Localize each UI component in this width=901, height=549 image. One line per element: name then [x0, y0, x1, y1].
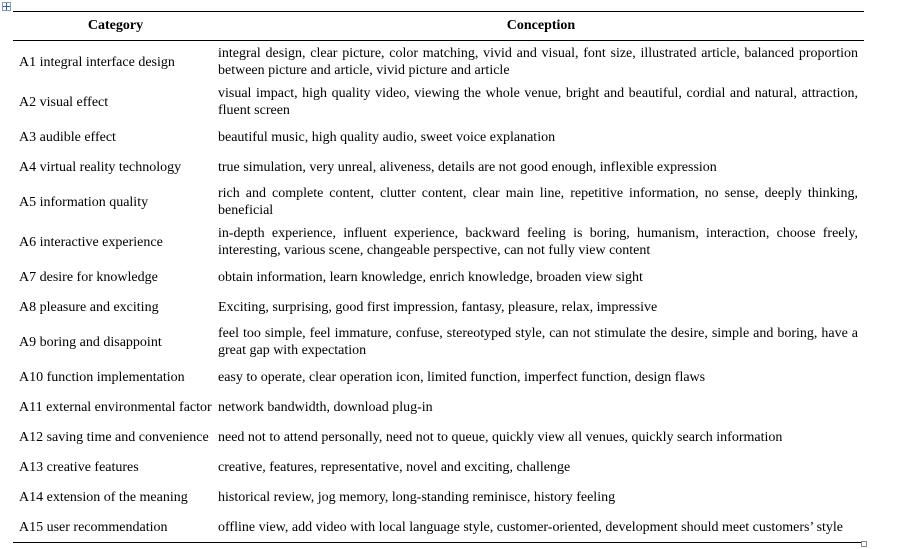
- category-cell: A1 integral interface design: [19, 54, 175, 70]
- conception-cell: integral design, clear picture, color matching, vivid and visual, font size, illustrated article, balanced proportion between picture and article, vivid picture and article: [218, 46, 858, 78]
- conception-cell: offline view, add video with local language style, customer-oriented, development should meet customers’ style: [218, 519, 844, 535]
- table-move-handle-icon[interactable]: [2, 2, 11, 11]
- table-row: [13, 422, 864, 452]
- conception-cell: creative, features, representative, novel and exciting, challenge: [218, 459, 571, 475]
- table-row: [13, 122, 864, 152]
- table-row: [13, 392, 864, 422]
- table-row: [13, 292, 864, 322]
- conception-cell: obtain information, learn knowledge, enrich knowledge, broaden view sight: [218, 269, 643, 285]
- category-cell: A2 visual effect: [19, 94, 109, 110]
- category-cell: A9 boring and disappoint: [19, 334, 162, 350]
- table-row: [13, 82, 864, 122]
- header-category: Category: [87, 18, 144, 33]
- conception-cell: beautiful music, high quality audio, sweet voice explanation: [218, 129, 556, 145]
- table-row: [13, 42, 864, 82]
- table-header-row: [13, 11, 864, 40]
- table-row: [13, 152, 864, 182]
- conception-cell: in-depth experience, influent experience, backward feeling is boring, humanism, interaction, choose freely, interesting, various scene, changeable perspective, can not fully view content: [218, 226, 858, 258]
- table-row: [13, 222, 864, 262]
- category-cell: A3 audible effect: [19, 129, 116, 145]
- conception-cell: need not to attend personally, need not to queue, quickly view all venues, quickly search information: [218, 429, 783, 445]
- table-row: [13, 452, 864, 482]
- conception-cell: true simulation, very unreal, aliveness, details are not good enough, inflexible expression: [218, 159, 717, 175]
- category-cell: A13 creative features: [19, 459, 139, 475]
- category-cell: A12 saving time and convenience: [19, 429, 209, 445]
- category-cell: A6 interactive experience: [19, 234, 163, 250]
- table-row: [13, 482, 864, 512]
- category-cell: A11 external environmental factor: [19, 399, 212, 415]
- table-body: [13, 42, 864, 542]
- table-resize-handle[interactable]: [861, 541, 867, 547]
- table-row: [13, 322, 864, 362]
- table-row: [13, 512, 864, 542]
- category-cell: A14 extension of the meaning: [19, 489, 188, 505]
- table-row: [13, 362, 864, 392]
- table-row: [13, 262, 864, 292]
- conception-cell: Exciting, surprising, good first impression, fantasy, pleasure, relax, impressive: [218, 299, 658, 315]
- header-conception: Conception: [506, 18, 576, 33]
- category-cell: A5 information quality: [19, 194, 149, 210]
- category-cell: A8 pleasure and exciting: [19, 299, 159, 315]
- table-header-rule: [13, 40, 864, 41]
- conception-cell: visual impact, high quality video, viewing the whole venue, bright and beautiful, cordial and natural, attraction, fluent screen: [218, 86, 858, 118]
- conception-cell: rich and complete content, clutter content, clear main line, repetitive information, no sense, deeply thinking, beneficial: [218, 186, 858, 218]
- conception-cell: network bandwidth, download plug-in: [218, 399, 433, 415]
- conception-cell: historical review, jog memory, long-standing reminisce, history feeling: [218, 489, 616, 505]
- category-cell: A15 user recommendation: [19, 519, 168, 535]
- category-cell: A10 function implementation: [19, 369, 185, 385]
- table-bottom-rule: [13, 542, 864, 543]
- conception-cell: easy to operate, clear operation icon, limited function, imperfect function, design flaws: [218, 369, 706, 385]
- category-cell: A4 virtual reality technology: [19, 159, 182, 175]
- category-cell: A7 desire for knowledge: [19, 269, 158, 285]
- conception-cell: feel too simple, feel immature, confuse, stereotyped style, can not stimulate the desire, simple and boring, have a great gap with expectation: [218, 326, 858, 358]
- table-row: [13, 182, 864, 222]
